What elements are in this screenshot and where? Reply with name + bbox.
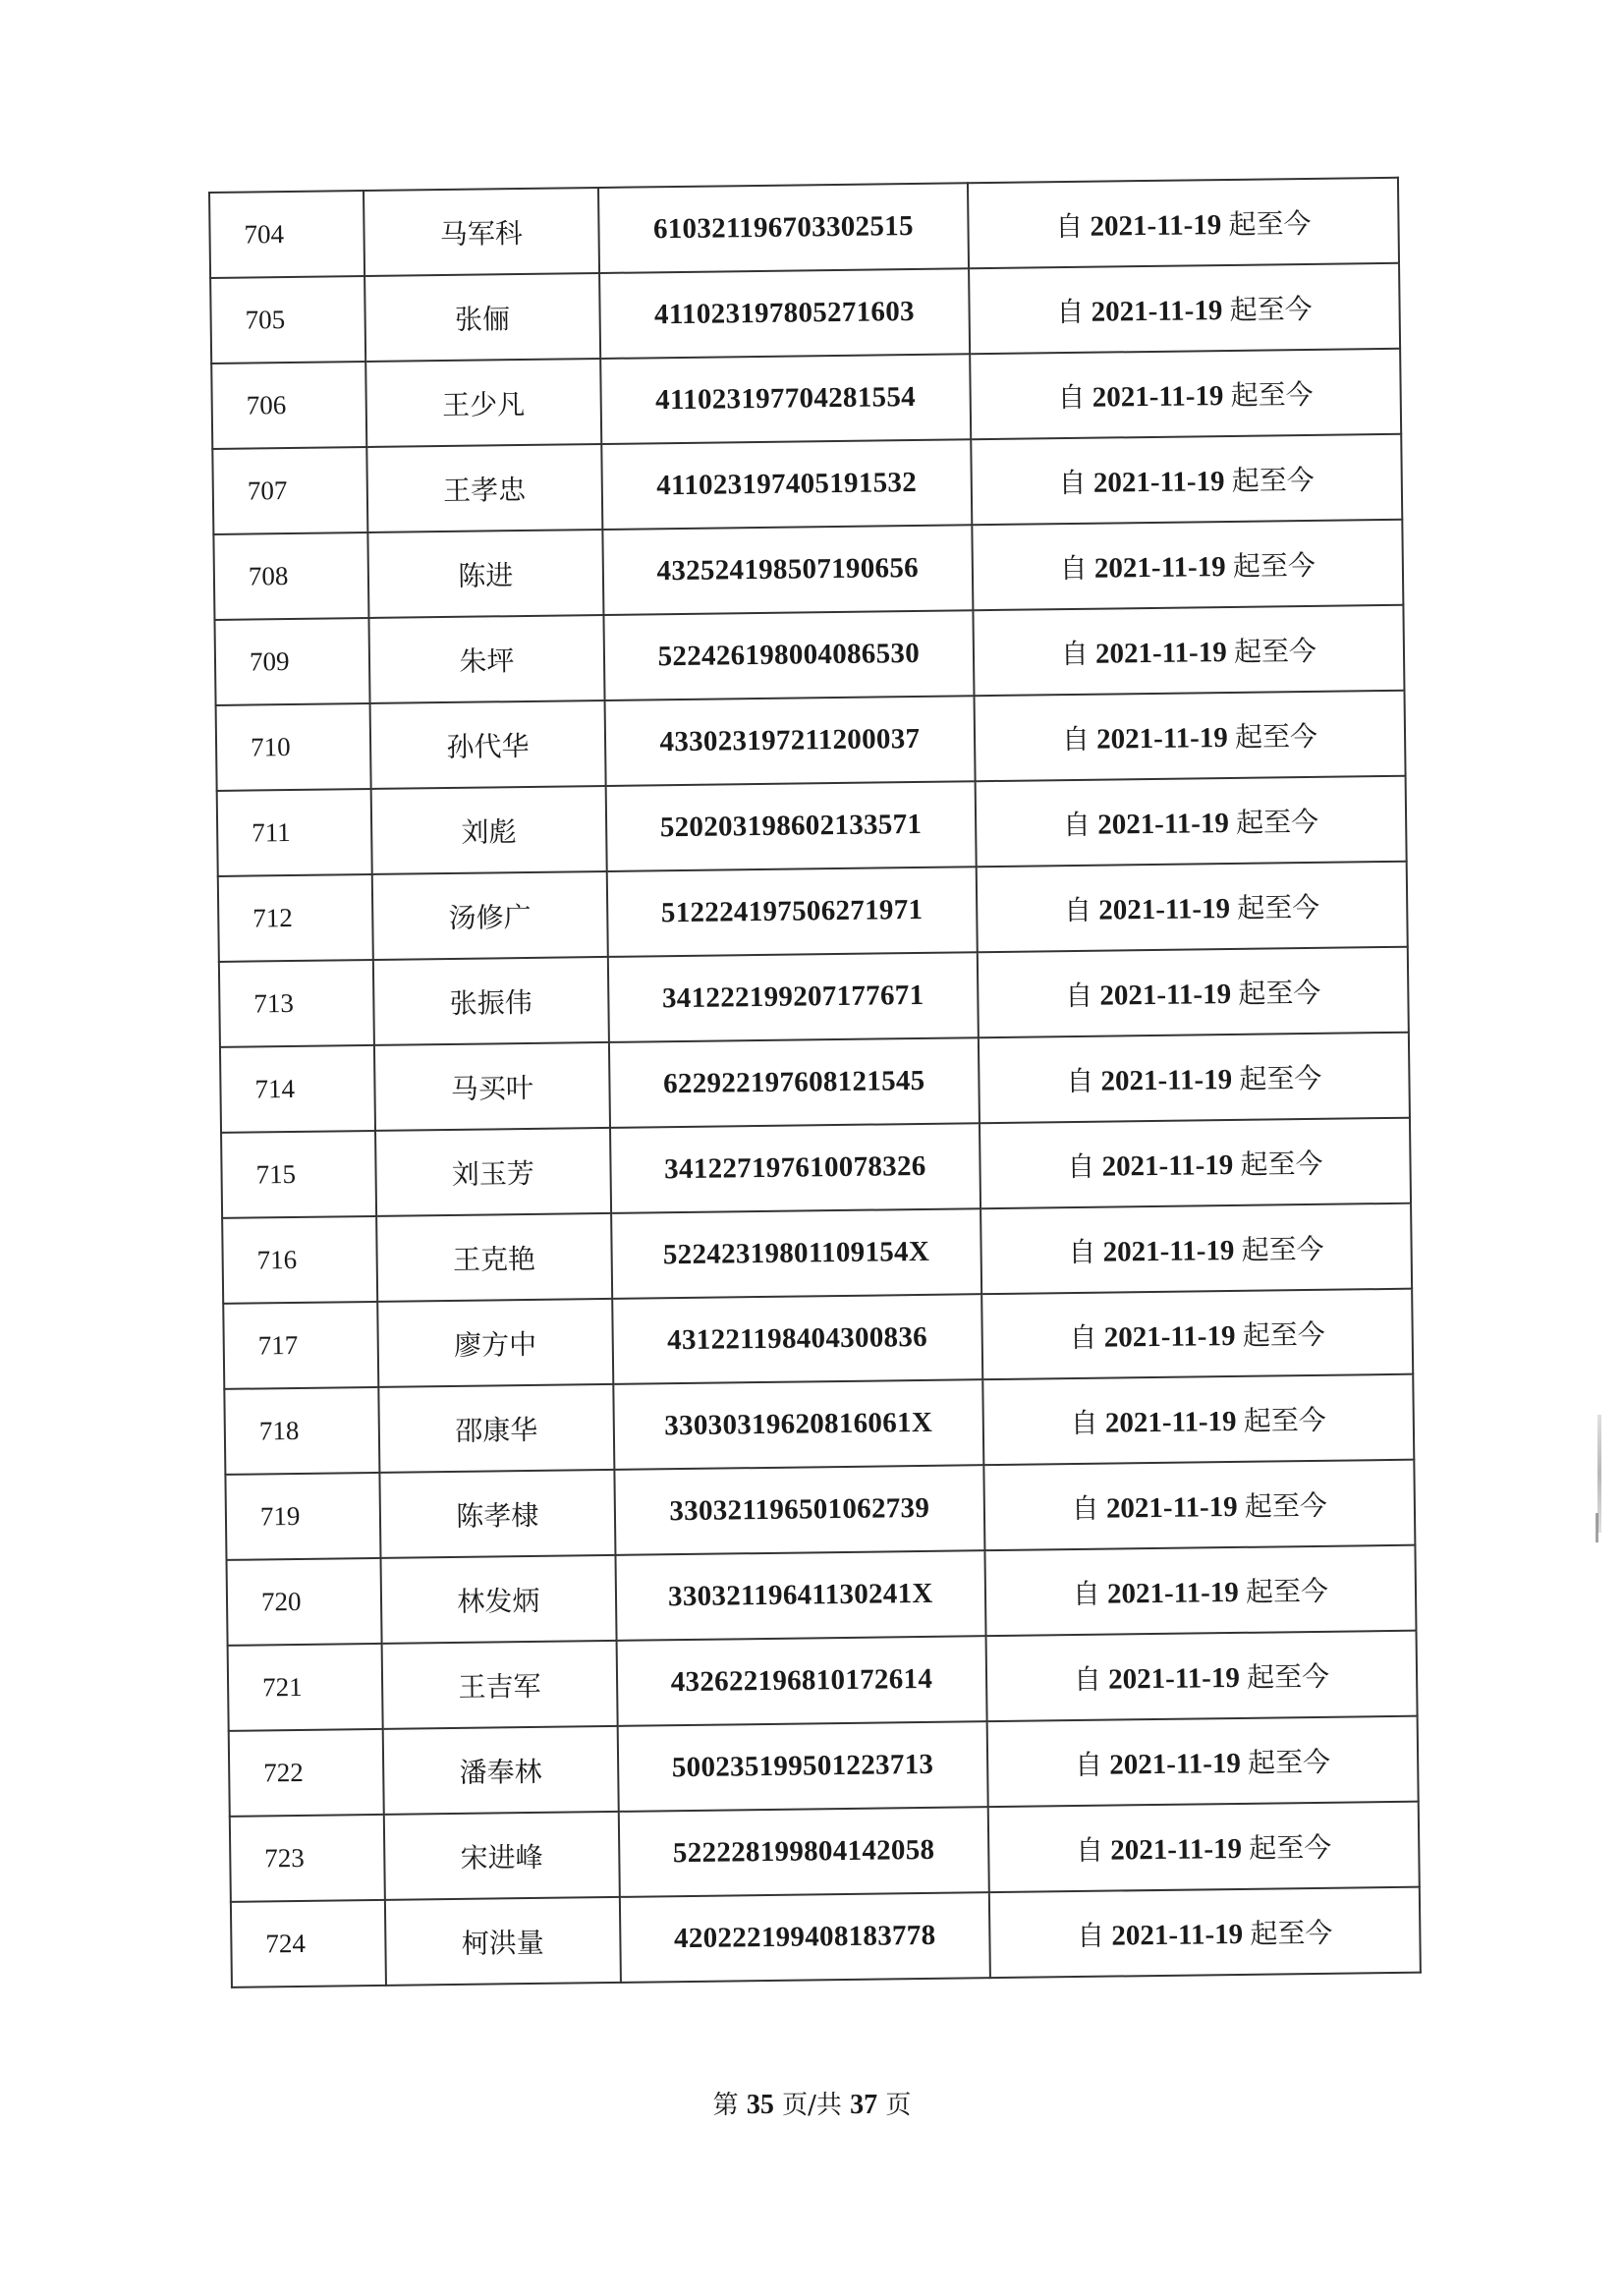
person-name: 孙代华 (369, 700, 605, 789)
period-prefix: 自 (1056, 295, 1085, 328)
row-number: 723 (230, 1815, 385, 1902)
period-date: 2021-11-19 (1095, 721, 1229, 756)
row-number: 710 (216, 703, 371, 791)
table-row (225, 1460, 1415, 1560)
person-name: 张振伟 (373, 957, 609, 1045)
period-prefix: 自 (1070, 1406, 1098, 1439)
footer-prefix: 第 (712, 2091, 739, 2120)
period-prefix: 自 (1071, 1491, 1099, 1525)
period-prefix: 自 (1064, 979, 1093, 1012)
id-number: 522228199804142058 (619, 1807, 989, 1897)
id-number: 33030319620816061X (613, 1379, 983, 1470)
id-number: 433023197211200037 (604, 696, 975, 786)
person-name: 柯洪量 (385, 1897, 621, 1986)
roster-table-body (209, 178, 1421, 1987)
table-row (218, 862, 1408, 962)
table-row (217, 776, 1407, 876)
validity-period (974, 691, 1405, 781)
period-suffix: 起至今 (1234, 719, 1318, 754)
validity-period (985, 1631, 1417, 1721)
row-number: 722 (229, 1729, 384, 1817)
period-suffix: 起至今 (1238, 976, 1321, 1010)
period-prefix: 自 (1069, 1320, 1097, 1354)
period-suffix: 起至今 (1233, 634, 1317, 668)
validity-period (983, 1460, 1415, 1550)
row-number: 721 (228, 1644, 383, 1731)
validity-period (986, 1716, 1418, 1807)
period-date: 2021-11-19 (1105, 1490, 1238, 1525)
period-suffix: 起至今 (1247, 1745, 1331, 1779)
period-date: 2021-11-19 (1109, 1747, 1242, 1781)
table-row (227, 1545, 1417, 1646)
table-row (231, 1887, 1421, 1987)
person-name: 王孝忠 (366, 444, 602, 532)
id-number: 420222199408183778 (620, 1892, 990, 1983)
table-row (223, 1289, 1413, 1389)
period-suffix: 起至今 (1229, 292, 1313, 326)
scan-edge-mark (1596, 1513, 1598, 1542)
person-name: 张俪 (364, 273, 600, 362)
period-suffix: 起至今 (1232, 548, 1316, 583)
period-date: 2021-11-19 (1110, 1832, 1243, 1867)
period-date: 2021-11-19 (1099, 978, 1232, 1012)
id-number: 610321196703302515 (598, 183, 969, 273)
row-number: 719 (225, 1473, 380, 1560)
period-prefix: 自 (1058, 466, 1087, 499)
period-date: 2021-11-19 (1102, 1234, 1235, 1268)
row-number: 717 (223, 1302, 378, 1389)
id-number: 520203198602133571 (606, 781, 977, 871)
period-suffix: 起至今 (1246, 1659, 1330, 1694)
person-name: 马买叶 (374, 1042, 610, 1131)
period-suffix: 起至今 (1228, 206, 1312, 241)
id-number: 411023197805271603 (599, 268, 970, 359)
period-date: 2021-11-19 (1094, 636, 1227, 670)
validity-period (973, 605, 1404, 696)
period-date: 2021-11-19 (1090, 208, 1222, 243)
period-prefix: 自 (1074, 1748, 1103, 1781)
id-number: 512224197506271971 (607, 867, 978, 957)
period-date: 2021-11-19 (1104, 1405, 1237, 1439)
validity-period (968, 178, 1399, 268)
validity-period (989, 1887, 1421, 1978)
table-row (211, 349, 1401, 449)
validity-period (988, 1802, 1420, 1892)
person-name: 朱坪 (368, 615, 604, 703)
table-row (229, 1716, 1419, 1817)
id-number: 411023197405191532 (601, 439, 972, 530)
period-prefix: 自 (1061, 722, 1091, 756)
period-date: 2021-11-19 (1092, 465, 1225, 499)
person-name: 王吉军 (381, 1641, 617, 1729)
roster-table-wrapper (208, 177, 1422, 1988)
row-number: 706 (211, 362, 366, 449)
table-row (214, 605, 1404, 705)
row-number: 705 (210, 276, 365, 364)
row-number: 718 (224, 1387, 379, 1475)
table-row (216, 691, 1406, 791)
table-row (209, 178, 1399, 278)
validity-period (971, 434, 1402, 525)
person-name: 陈孝棣 (379, 1470, 615, 1558)
row-number: 709 (214, 618, 369, 705)
period-prefix: 自 (1057, 380, 1086, 414)
person-name: 潘奉林 (382, 1726, 618, 1815)
validity-period (980, 1203, 1412, 1294)
table-row (220, 1033, 1410, 1133)
person-name: 邵康华 (378, 1384, 614, 1473)
table-row (213, 520, 1403, 620)
validity-period (969, 263, 1400, 354)
period-prefix: 自 (1060, 637, 1089, 670)
id-number: 431221198404300836 (612, 1294, 982, 1384)
person-name: 王克艳 (376, 1213, 612, 1302)
id-number: 330321196501062739 (614, 1465, 984, 1555)
period-suffix: 起至今 (1231, 463, 1315, 497)
period-date: 2021-11-19 (1100, 1063, 1233, 1097)
table-row (224, 1374, 1414, 1475)
footer-page-number: 35 (746, 2090, 774, 2120)
id-number: 33032119641130241X (615, 1550, 985, 1641)
id-number: 341222199207177671 (608, 952, 979, 1042)
validity-period (980, 1118, 1411, 1208)
period-suffix: 起至今 (1250, 1916, 1333, 1950)
period-suffix: 起至今 (1245, 1574, 1329, 1608)
row-number: 720 (227, 1558, 382, 1646)
person-name: 林发炳 (380, 1555, 616, 1644)
period-prefix: 自 (1066, 1064, 1094, 1097)
period-date: 2021-11-19 (1103, 1319, 1236, 1354)
id-number: 500235199501223713 (618, 1721, 988, 1812)
person-name: 刘玉芳 (375, 1128, 611, 1216)
validity-period (972, 520, 1403, 610)
period-date: 2021-11-19 (1098, 892, 1231, 926)
row-number: 714 (220, 1045, 375, 1133)
validity-period (976, 862, 1407, 952)
period-prefix: 自 (1076, 1919, 1105, 1952)
footer-middle: 页/共 (782, 2091, 842, 2120)
row-number: 708 (213, 532, 368, 620)
id-number: 622922197608121545 (609, 1037, 980, 1128)
period-suffix: 起至今 (1249, 1830, 1332, 1865)
person-name: 王少凡 (365, 359, 601, 447)
period-date: 2021-11-19 (1101, 1148, 1234, 1183)
period-date: 2021-11-19 (1091, 294, 1223, 328)
validity-period (970, 349, 1401, 439)
period-prefix: 自 (1067, 1149, 1095, 1183)
period-suffix: 起至今 (1237, 890, 1320, 924)
footer-suffix: 页 (885, 2091, 912, 2120)
period-prefix: 自 (1063, 893, 1092, 926)
period-suffix: 起至今 (1241, 1232, 1324, 1266)
row-number: 712 (218, 874, 373, 962)
table-row (210, 263, 1400, 364)
period-suffix: 起至今 (1230, 377, 1314, 412)
period-suffix: 起至今 (1243, 1403, 1327, 1437)
row-number: 713 (219, 960, 374, 1047)
period-prefix: 自 (1075, 1833, 1104, 1867)
row-number: 704 (209, 191, 364, 278)
period-prefix: 自 (1073, 1662, 1102, 1696)
period-suffix: 起至今 (1239, 1061, 1322, 1095)
validity-period (981, 1289, 1413, 1379)
period-date: 2021-11-19 (1092, 379, 1224, 414)
period-date: 2021-11-19 (1111, 1918, 1244, 1952)
table-row (228, 1631, 1418, 1731)
page-footer (0, 2085, 1624, 2121)
period-suffix: 起至今 (1235, 805, 1319, 839)
id-number: 432622196810172614 (617, 1636, 987, 1726)
id-number: 522426198004086530 (603, 610, 974, 700)
validity-period (975, 776, 1406, 867)
person-name: 廖方中 (377, 1299, 613, 1387)
row-number: 724 (231, 1900, 386, 1987)
person-name: 陈进 (367, 530, 603, 618)
validity-period (979, 1033, 1410, 1123)
roster-table (208, 177, 1422, 1988)
period-date: 2021-11-19 (1096, 807, 1230, 841)
table-row (222, 1203, 1412, 1304)
row-number: 715 (221, 1131, 376, 1218)
period-suffix: 起至今 (1240, 1147, 1323, 1181)
validity-period (984, 1545, 1416, 1636)
period-suffix: 起至今 (1244, 1488, 1328, 1523)
person-name: 马军科 (364, 188, 599, 276)
footer-total-pages: 37 (850, 2090, 878, 2120)
period-prefix: 自 (1068, 1235, 1096, 1268)
person-name: 汤修广 (372, 871, 608, 960)
person-name: 宋进峰 (384, 1812, 620, 1900)
person-name: 刘彪 (370, 786, 606, 874)
period-prefix: 自 (1055, 209, 1084, 243)
period-date: 2021-11-19 (1093, 550, 1226, 585)
table-row (212, 434, 1402, 534)
validity-period (982, 1374, 1414, 1465)
validity-period (978, 947, 1409, 1037)
period-date: 2021-11-19 (1106, 1576, 1239, 1610)
table-row (219, 947, 1409, 1047)
period-prefix: 自 (1062, 808, 1092, 841)
period-date: 2021-11-19 (1107, 1661, 1241, 1696)
table-row (221, 1118, 1411, 1218)
id-number: 341227197610078326 (610, 1123, 980, 1213)
period-prefix: 自 (1059, 551, 1088, 585)
id-number: 411023197704281554 (600, 354, 971, 444)
period-prefix: 自 (1072, 1577, 1100, 1610)
id-number: 432524198507190656 (602, 525, 973, 615)
period-suffix: 起至今 (1242, 1317, 1325, 1352)
id-number: 52242319801109154X (611, 1208, 981, 1299)
row-number: 711 (217, 789, 372, 876)
row-number: 716 (222, 1216, 377, 1304)
table-row (230, 1802, 1420, 1902)
row-number: 707 (212, 447, 367, 534)
